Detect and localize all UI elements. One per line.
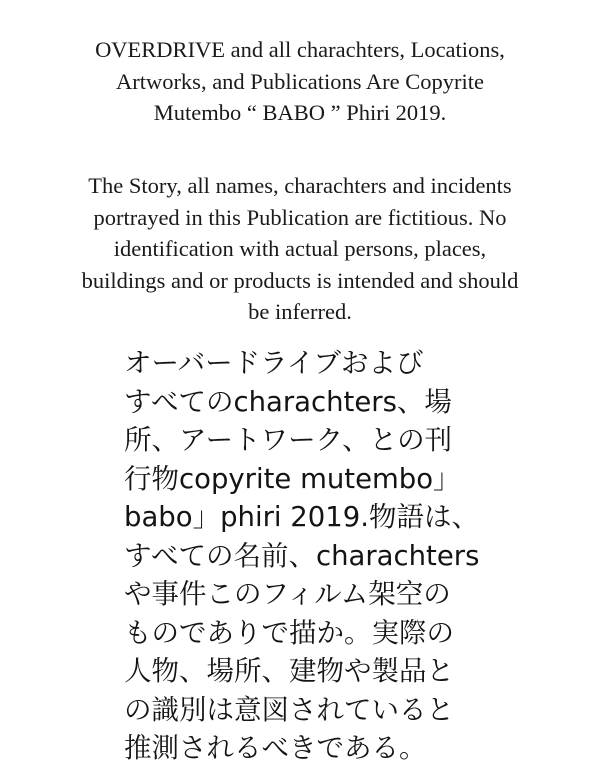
japanese-line: すべてのcharachters、場 (124, 385, 452, 418)
japanese-line: の識別は意図されていると (124, 693, 454, 726)
copyright-line: OVERDRIVE and all charachters, Locations, (95, 37, 505, 62)
disclaimer-line: The Story, all names, charachters and incidents (88, 173, 512, 198)
japanese-line: ものでありで描か。実際の (124, 616, 454, 649)
disclaimer-line: be inferred. (248, 299, 352, 324)
disclaimer-line: buildings and or products is intended and should (81, 267, 519, 293)
japanese-translation (124, 344, 594, 768)
copyright-notice (0, 34, 600, 129)
disclaimer-line: identification with actual persons, places, (113, 236, 487, 261)
japanese-line: 人物、場所、建物や製品と (124, 655, 454, 687)
copyright-line: Mutembo “ BABO ” Phiri 2019. (153, 100, 447, 125)
fiction-disclaimer (0, 170, 600, 328)
japanese-line: オーバードライブおよび (124, 347, 424, 379)
disclaimer-line: portrayed in this Publication are fictitious. No (93, 204, 507, 230)
japanese-line: 所、アートワーク、との刊 (124, 424, 453, 456)
japanese-line: や事件このフィルム架空の (124, 578, 451, 610)
japanese-line: babo」phiri 2019.物語は、 (124, 501, 480, 533)
japanese-line: すべての名前、charachters (124, 539, 480, 572)
japanese-line: 推測されるべきである。 (124, 732, 427, 764)
japanese-line: 行物copyrite mutembo」 (124, 462, 461, 495)
copyright-line: Artworks, and Publications Are Copyrite (115, 68, 485, 94)
